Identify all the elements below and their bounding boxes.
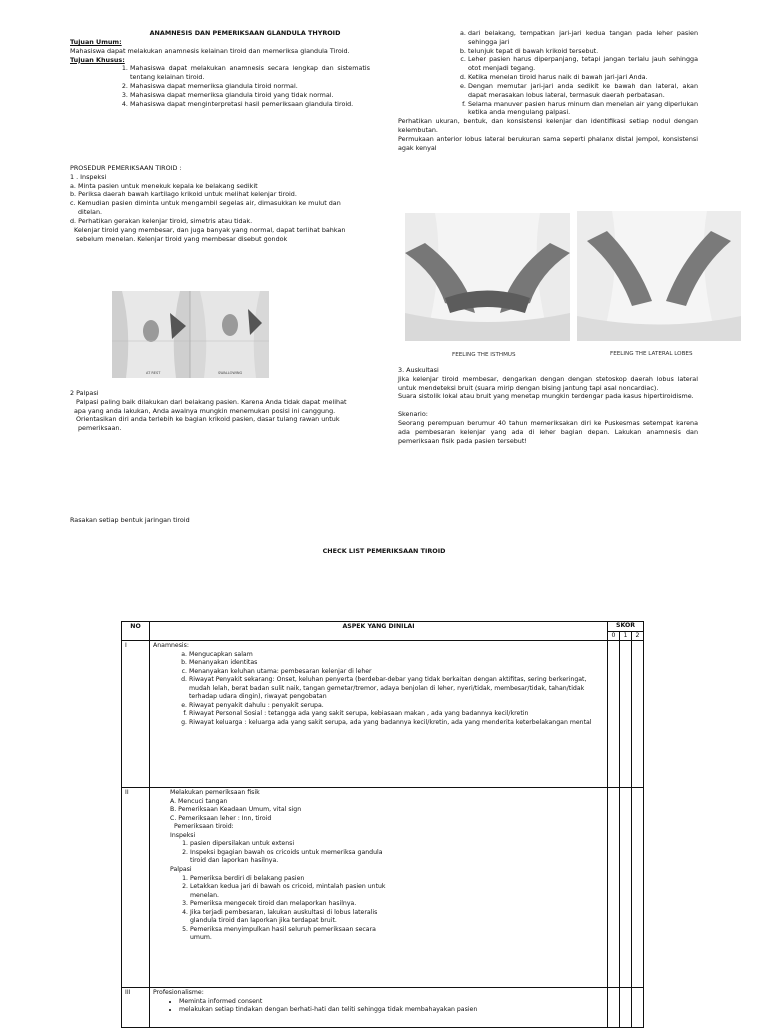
row-aspek	[150, 788, 608, 988]
row-aspek	[150, 641, 608, 788]
table-row	[122, 788, 644, 988]
skenario-text: Seorang perempuan berumur 40 tahun memeriksakan diri ke Puskesmas setempat karena ada pembesaran kelenjar yang ada di leher bagian depan. Lakukan anamnesis dan pemeriksaan fisik pada pasien tersebut!	[398, 419, 698, 445]
skor-col: 1	[620, 631, 632, 641]
score-cell-2[interactable]	[632, 641, 644, 788]
score-cell-1[interactable]	[620, 641, 632, 788]
feeling-lateral-lobes-photo	[577, 211, 741, 341]
anamnesis-title: Anamnesis:	[153, 642, 189, 650]
score-cell-2[interactable]	[632, 788, 644, 988]
score-cell-0[interactable]	[608, 988, 620, 1028]
checklist-table	[121, 621, 644, 1028]
neck-photo-graphic	[112, 291, 269, 378]
exam-inspeksi-list	[170, 840, 390, 866]
isthmus-photo-graphic	[405, 213, 570, 341]
exam-palpasi-item: 4. Jika terjadi pembesaran, lakukan auskultasi di lobus lateralis glandula tiroid dan laporkan jika terdapat bruit.	[190, 909, 390, 926]
auskultasi-section	[398, 366, 698, 446]
inspeksi-line: ditelan.	[78, 208, 103, 217]
palpation-step: a. dari belakang, tempatkan jari-jari kedua tangan pada leher pasien sehingga jari	[468, 29, 698, 47]
score-cell-0[interactable]	[608, 641, 620, 788]
header-aspek: ASPEK YANG DINILAI	[150, 622, 608, 641]
exam-inspeksi-item: 2. Inspeksi bgagian bawah os cricoids untuk memeriksa gandula tiroid dan laporkan hasilnya.	[190, 849, 390, 866]
inspeksi-line: Kelenjar tiroid yang membesar, dan juga banyak yang normal, dapat terlihat bahkan	[74, 225, 346, 234]
exam-palpasi-item: 3. Pemeriksa mengecek tiroid dan melaporkan hasilnya.	[190, 900, 390, 909]
palpation-step: d. Ketika menelan tiroid harus naik di bawah jari-jari Anda.	[468, 73, 698, 82]
perhatikan-text: Perhatikan ukuran, bentuk, dan konsistensi kelenjar dan identifikasi setiap nodul dengan kelembutan.	[398, 117, 698, 135]
exam-line: Pemeriksaan tiroid:	[174, 823, 234, 831]
palpation-step: f. Selama manuver pasien harus minum dan menelan air yang diperlukan ketika anda mengulang palpasi.	[468, 100, 698, 118]
profesionalisme-list	[153, 998, 604, 1015]
table-row	[122, 988, 644, 1028]
procedure-title: PROSEDUR PEMERIKSAAN TIROID :	[70, 164, 182, 172]
skor-col: 0	[608, 631, 620, 641]
feeling-isthmus-photo	[405, 213, 570, 341]
profesionalisme-title: Profesionalisme:	[153, 989, 204, 997]
row-no: I	[122, 641, 150, 788]
palpasi-line: Orientasikan diri anda terlebih ke bagian krikoid pasien, dasar tulang rawan untuk	[76, 415, 340, 424]
tujuan-umum-label: Tujuan Umum:	[70, 38, 122, 46]
exam-line: A. Mencuci tangan	[170, 797, 228, 805]
score-cell-1[interactable]	[620, 988, 632, 1028]
inspeksi-line: a. Minta pasien untuk menekuk kepala ke belakang sedikit	[70, 181, 258, 190]
skor-col: 2	[632, 631, 644, 641]
profesionalisme-item: • Meminta informed consent	[179, 998, 604, 1007]
exam-palpasi-label: Palpasi	[170, 866, 192, 874]
palpation-step: b. telunjuk tepat di bawah krikoid tersebut.	[468, 47, 698, 56]
anamnesis-list	[153, 651, 604, 728]
rasakan-text: Rasakan setiap bentuk jaringan tiroid	[70, 516, 190, 524]
inspeksi-line: c. Kemudian pasien diminta untuk mengambil segelas air, dimasukkan ke mulut dan	[70, 199, 341, 208]
lateral-photo-graphic	[577, 211, 741, 341]
row-no: III	[122, 988, 150, 1028]
palpasi-heading: 2 Palpasi	[70, 389, 99, 397]
palpasi-line: apa yang anda lakukan, Anda awalnya mungkin menemukan posisi ini canggung.	[74, 406, 336, 415]
tujuan-khusus-list	[70, 64, 370, 108]
profesionalisme-item: • melakukan setiap tindakan dengan berhati-hati dan teliti sehingga tidak membahayakan pasien	[179, 1006, 604, 1015]
exam-line: C. Pemeriksaan leher : Inn, tiroid	[170, 814, 272, 822]
score-cell-1[interactable]	[620, 788, 632, 988]
palpasi-line: pemeriksaan.	[78, 424, 122, 433]
checklist-title: CHECK LIST PEMERIKSAAN TIROID	[322, 547, 446, 555]
anamnesis-item: d. Riwayat Penyakit sekarang: Onset, keluhan penyerta (berdebar-debar yang tidak berkaitan dengan aktifitas, sering berkeringat, mudah lelah, berat badan sulit naik, tangan gemetar/tremor, adaya benjolan di leher, nyeri/tidak, membesar/tidak, tahan/tidak terhadap udara dingin), riwayat pengobatan	[189, 676, 604, 702]
doc-title: ANAMNESIS DAN PEMERIKSAAN GLANDULA THYROID	[149, 29, 341, 37]
tujuan-khusus-item: 4. Mahasiswa dapat menginterpretasi hasil pemeriksaan glandula tiroid.	[130, 100, 370, 109]
exam-palpasi-list	[170, 875, 390, 943]
anamnesis-item: g. Riwayat keluarga : keluarga ada yang sakit serupa, ada yang badannya kecil/kretin, ada yang menderita keterbelakangan mental	[189, 719, 604, 728]
anamnesis-item: a. Mengucapkan salam	[189, 651, 604, 660]
exam-inspeksi-label: Inspeksi	[170, 831, 196, 839]
score-cell-2[interactable]	[632, 988, 644, 1028]
score-cell-0[interactable]	[608, 788, 620, 988]
permukaan-text: Permukaan anterior lobus lateral berukuran sama seperti phalanx distal jempol, konsistensi agak kenyal	[398, 134, 698, 152]
palpation-steps-section	[398, 29, 698, 153]
exam-palpasi-item: 2. Letakkan kedua jari di bawah os cricoid, mintalah pasien untuk menelan.	[190, 883, 390, 900]
inspeksi-line: d. Perhatikan gerakan kelenjar tiroid, simetris atau tidak.	[70, 216, 253, 225]
photo-caption-swallowing: SWALLOWING	[218, 371, 243, 375]
palpasi-section	[70, 389, 370, 433]
palpation-step: c. Leher pasien harus diperpanjang, tetapi jangan terlalu jauh sehingga otot menjadi tegang.	[468, 55, 698, 73]
palpation-step: e. Dengan memutar jari-jari anda sedikit ke bawah dan lateral, akan dapat merasakan lobus lateral, termasuk daerah perbatasan.	[468, 82, 698, 100]
exam-inspeksi-item: 1. pasien dipersilakan untuk extensi	[190, 840, 390, 849]
photo-caption-at-rest: AT REST	[146, 371, 161, 375]
auskultasi-text: Jika kelenjar tiroid membesar, dengarkan dengan dengan stetoskop daerah lobus lateral untuk mendeteksi bruit (suara mirip dengan bising jantung tapi asal noncardiac).	[398, 374, 698, 392]
exam-line: Melakukan pemeriksaan fisik	[170, 789, 260, 797]
anamnesis-item: b. Menanyakan identitas	[189, 659, 604, 668]
palpasi-line: Palpasi paling baik dilakukan dari belakang pasien. Karena Anda tidak dapat melihat	[76, 397, 347, 406]
row-no: II	[122, 788, 150, 988]
tujuan-khusus-item: 3. Mahasiswa dapat memeriksa glandula tiroid yang tidak normal.	[130, 91, 370, 100]
inspeksi-heading: 1 . Inspeksi	[70, 172, 107, 181]
table-header-row	[122, 622, 644, 632]
inspeksi-line: b. Periksa daerah bawah kartilago krikoid untuk melihat kelenjar tiroid.	[70, 190, 297, 199]
header-no: NO	[122, 622, 150, 641]
anamnesis-item: e. Riwayat penyakit dahulu : penyakit serupa.	[189, 702, 604, 711]
row-aspek	[150, 988, 608, 1028]
palpation-steps-list	[398, 29, 698, 117]
procedure-section	[70, 164, 370, 243]
skenario-label: Skenario:	[398, 410, 428, 419]
auskultasi-heading: 3. Auskultasi	[398, 366, 439, 374]
inspeksi-line: sebelum menelan. Kelenjar tiroid yang membesar disebut gondok	[76, 234, 288, 243]
neck-inspection-photo	[112, 291, 269, 378]
caption-feeling-isthmus: FEELING THE ISTHMUS	[452, 352, 516, 358]
exam-line: B. Pemeriksaan Keadaan Umum, vital sign	[170, 806, 302, 814]
anamnesis-item: f. Riwayat Personal Sosial : tetangga ada yang sakit serupa, kebiasaan makan , ada yang badannya kecil/kretin	[189, 710, 604, 719]
exam-palpasi-item: 1. Pemeriksa berdiri di belakang pasien	[190, 875, 390, 884]
exam-palpasi-item: 5. Pemeriksa menyimpulkan hasil seluruh pemeriksaan secara umum.	[190, 926, 390, 943]
table-row	[122, 641, 644, 788]
tujuan-khusus-item: 2. Mahasiswa dapat memeriksa glandula tiroid normal.	[130, 82, 370, 91]
auskultasi-text: Suara sistolik lokal atau bruit yang menetap mungkin terdengar pada kasus hipertiroidisme.	[398, 392, 694, 401]
tujuan-umum-text: Mahasiswa dapat melakukan anamnesis kelainan tiroid dan memeriksa glandula Tiroid.	[70, 46, 350, 55]
caption-feeling-lateral-lobes: FEELING THE LATERAL LOBES	[610, 351, 693, 357]
objectives-section	[70, 38, 370, 109]
anamnesis-item: c. Menanyakan keluhan utama: pembesaran kelenjar di leher	[189, 668, 604, 677]
tujuan-khusus-label: Tujuan Khusus:	[70, 55, 125, 64]
header-skor: SKOR	[608, 622, 644, 632]
tujuan-khusus-item: 1. Mahasiswa dapat melakukan anamnesis secara lengkap dan sistematis tentang kelainan tiroid.	[130, 64, 370, 82]
